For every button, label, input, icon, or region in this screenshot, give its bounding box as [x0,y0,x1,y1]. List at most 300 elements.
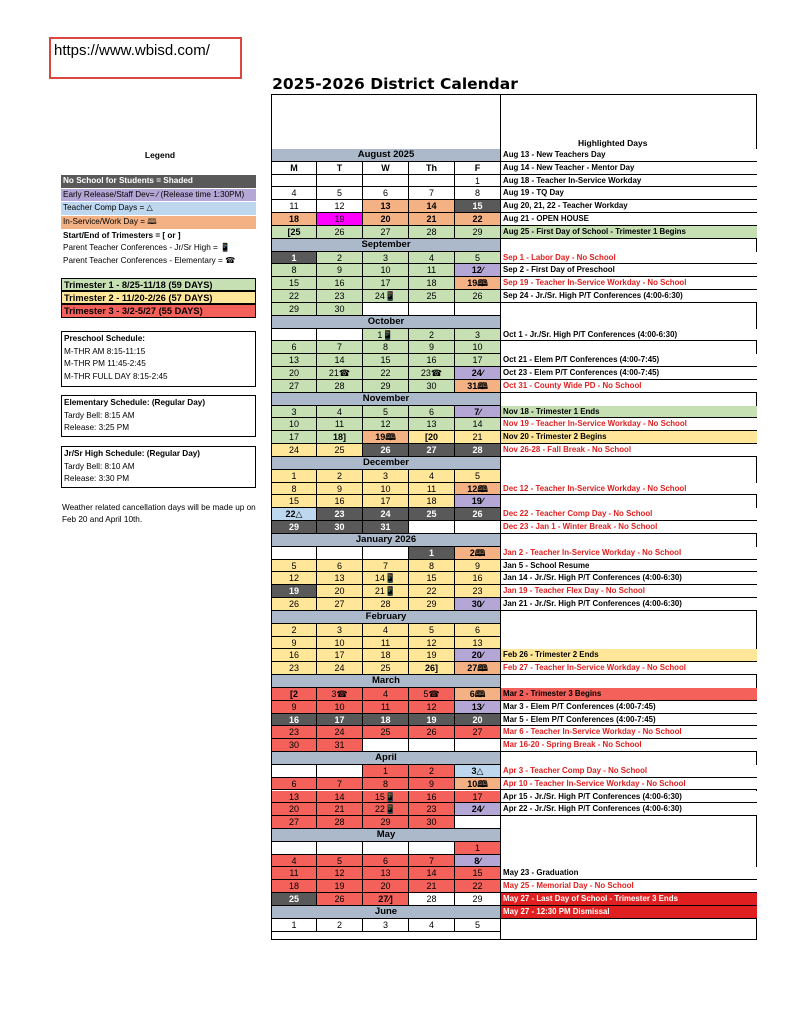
preschool-line: M-THR FULL DAY 8:15-2:45 [64,372,168,382]
calendar-day: 16 [272,649,317,662]
highlighted-day-note: May 25 - Memorial Day - No School [501,880,757,893]
calendar-day: 25 [409,508,455,521]
calendar-day: 19🕮 [363,431,409,444]
preschool-schedule [61,331,256,387]
calendar-day: 29 [363,816,409,829]
calendar-day: 1 [272,919,317,932]
legend-row: Start/End of Trimesters = [ or ] [61,230,256,243]
calendar-day: 12 [272,572,317,585]
calendar-day: 10 [363,264,409,277]
calendar-day: 24∕ [455,803,501,816]
calendar-day: 25 [409,290,455,303]
highlighted-day-note: Aug 14 - New Teacher - Mentor Day [501,162,757,175]
highlighted-day-note: Aug 19 - TQ Day [501,187,757,200]
calendar-day: 26 [409,726,455,739]
highlighted-day-note: Dec 12 - Teacher In-Service Workday - No School [501,483,757,496]
calendar-day: 7 [317,778,363,791]
highlighted-day-note: Oct 31 - County Wide PD - No School [501,380,757,393]
calendar-day: 12 [409,637,455,650]
calendar-day: 6 [363,855,409,868]
calendar-day: 18 [363,714,409,727]
weekday-header: W [363,162,409,175]
calendar-day: 29 [455,226,501,239]
calendar-day: 22 [363,367,409,380]
calendar-day: 20∕ [455,649,501,662]
calendar-day: 20 [363,880,409,893]
calendar-day: 4 [363,624,409,637]
calendar-day: 5 [455,919,501,932]
calendar-day: 1 [272,252,317,265]
jrsr-schedule [61,446,256,488]
calendar-day: 16 [317,495,363,508]
highlighted-day-note: Mar 2 - Trimester 3 Begins [501,688,757,701]
calendar-day: 11 [409,264,455,277]
calendar-day: 7∕ [455,406,501,419]
calendar-day: 27 [272,816,317,829]
calendar-day: 3 [317,624,363,637]
calendar-day: 26 [363,444,409,457]
calendar-day: 4 [272,187,317,200]
calendar-day: 10 [455,341,501,354]
calendar-day: 19 [317,213,363,226]
calendar-day: 11 [317,418,363,431]
calendar-day: 25 [272,893,317,906]
calendar-day: 23 [272,662,317,675]
calendar-day: 19 [272,585,317,598]
website-url[interactable]: https://www.wbisd.com/ [54,42,210,59]
calendar-day: 27 [363,226,409,239]
calendar-day: 17 [455,354,501,367]
calendar-day: 29 [409,598,455,611]
highlighted-day-note: Nov 18 - Trimester 1 Ends [501,406,757,419]
highlighted-day-note: Sep 24 - Jr./Sr. High P/T Conferences (4:00-6:30) [501,290,757,303]
highlighted-day-note: Nov 20 - Trimester 2 Begins [501,431,757,444]
calendar-day: 18 [409,495,455,508]
calendar-day: 15 [363,354,409,367]
calendar-day: 24 [317,726,363,739]
calendar-day [363,739,409,752]
calendar-day: 25 [363,662,409,675]
calendar-day [317,547,363,560]
calendar-day: 12 [409,701,455,714]
calendar-day [317,175,363,188]
calendar-day: 3 [455,329,501,342]
calendar-day: 7 [363,560,409,573]
calendar-day: 11 [409,483,455,496]
highlighted-day-note: Mar 5 - Elem P/T Conferences (4:00-7:45) [501,714,757,727]
calendar-day: 2 [409,765,455,778]
calendar-day: 22 [272,290,317,303]
legend-row: Parent Teacher Conferences - Elementary = ☎ [61,255,256,268]
preschool-line: M-THR PM 11:45-2:45 [64,359,146,369]
calendar-day [272,765,317,778]
highlighted-day-note: Aug 18 - Teacher In-Service Workday [501,175,757,188]
calendar-day: 14 [455,418,501,431]
calendar-day: 23 [409,803,455,816]
calendar-day: 13 [272,354,317,367]
calendar-day: 1 [272,470,317,483]
calendar-day: 22 [409,585,455,598]
calendar-day: 21 [455,431,501,444]
highlighted-day-note: Dec 23 - Jan 1 - Winter Break - No School [501,521,757,534]
weekday-header: Th [409,162,455,175]
calendar-day: 11 [272,200,317,213]
highlighted-day-note: Apr 22 - Jr./Sr. High P/T Conferences (4:00-6:30) [501,803,757,816]
highlighted-day-note: Aug 21 - OPEN HOUSE [501,213,757,226]
calendar-day: 25 [317,444,363,457]
calendar-day: 4 [272,855,317,868]
calendar-day: 20 [363,213,409,226]
highlighted-day-note: Aug 20, 21, 22 - Teacher Workday [501,200,757,213]
calendar-day: 15 [455,200,501,213]
calendar-day: 6 [409,406,455,419]
calendar-day: 13 [363,200,409,213]
calendar-day: 24📱 [363,290,409,303]
calendar-day [272,547,317,560]
calendar-day: 6 [272,778,317,791]
calendar-day: 30 [272,739,317,752]
calendar-day: 3 [272,406,317,419]
calendar-day: 3 [363,252,409,265]
calendar-day: 15 [409,572,455,585]
calendar-day: 5 [455,470,501,483]
calendar-day: 16 [409,354,455,367]
calendar-day: 17 [455,791,501,804]
weekday-header: F [455,162,501,175]
calendar-day [455,303,501,316]
calendar-day: 20 [272,367,317,380]
calendar-day: 28 [317,380,363,393]
calendar-day: 9 [272,637,317,650]
calendar-day: 30 [317,303,363,316]
calendar-day: 5 [363,406,409,419]
highlighted-day-note: Mar 3 - Elem P/T Conferences (4:00-7:45) [501,701,757,714]
calendar-day: 6 [317,560,363,573]
calendar-day [317,765,363,778]
weekday-header: T [317,162,363,175]
highlighted-day-note: Nov 19 - Teacher In-Service Workday - No School [501,418,757,431]
calendar-day: 1 [455,842,501,855]
calendar-day: 12 [363,418,409,431]
calendar-day: 18] [317,431,363,444]
calendar-day: 6 [272,341,317,354]
calendar-day: 19 [409,714,455,727]
month-header: March [272,675,500,688]
calendar-day [363,303,409,316]
calendar-day [272,329,317,342]
calendar-day: 12🕮 [455,483,501,496]
calendar-day [455,816,501,829]
calendar-day: 22△ [272,508,317,521]
calendar-day: 23 [317,290,363,303]
month-header: May [272,829,500,842]
calendar-day: 16 [455,572,501,585]
calendar-day: 26 [455,508,501,521]
highlighted-day-note: May 27 - 12:30 PM Dismissal [501,906,757,919]
calendar-day: 20 [455,714,501,727]
calendar-day: 16 [317,277,363,290]
highlighted-day-note: Oct 21 - Elem P/T Conferences (4:00-7:45) [501,354,757,367]
calendar-day: 6 [363,187,409,200]
calendar-day: 15 [272,495,317,508]
highlighted-day-note: Dec 22 - Teacher Comp Day - No School [501,508,757,521]
calendar-day: 13 [363,867,409,880]
calendar-day: 14 [409,867,455,880]
elementary-line: Tardy Bell: 8:15 AM [64,410,135,420]
calendar-day: 10 [317,701,363,714]
calendar-day: 22📱 [363,803,409,816]
calendar-day: 5 [409,624,455,637]
highlighted-day-note: Apr 10 - Teacher In-Service Workday - No School [501,778,757,791]
calendar-day: 7 [409,187,455,200]
calendar-day: 4 [317,406,363,419]
calendar-day: 28 [409,226,455,239]
calendar-day: 6🕮 [455,688,501,701]
weather-note: Weather related cancellation days will be made up on Feb 20 and April 10th. [62,503,256,524]
calendar-day: 27∕] [363,893,409,906]
calendar-day: 31 [363,521,409,534]
calendar-day: 16 [409,791,455,804]
calendar-day: 5 [317,855,363,868]
calendar-day: 31🕮 [455,380,501,393]
calendar-day: 17 [363,495,409,508]
calendar-day: [25 [272,226,317,239]
legend-row: No School for Students = Shaded [61,175,256,189]
calendar-day: 13 [409,418,455,431]
calendar-day: 11 [272,867,317,880]
calendar-day [409,175,455,188]
calendar-day: 29 [272,521,317,534]
calendar-day: 9 [272,701,317,714]
page-title: 2025-2026 District Calendar [272,75,518,93]
calendar-day: 21☎ [317,367,363,380]
calendar-day: 23☎ [409,367,455,380]
calendar-day: 17 [317,649,363,662]
highlighted-day-note: Aug 25 - First Day of School - Trimester 1 Begins [501,226,757,239]
calendar-day: 28 [409,893,455,906]
legend-row: In-Service/Work Day = 🕮 [61,216,256,230]
calendar-day: 18 [272,880,317,893]
calendar-day: 4 [409,252,455,265]
calendar-day: 21 [409,213,455,226]
calendar-day: 14📱 [363,572,409,585]
calendar-day: 13 [272,791,317,804]
calendar-day: 17 [363,277,409,290]
highlighted-day-note: May 27 - Last Day of School - Trimester 3 Ends [501,893,757,906]
calendar-day: [20 [409,431,455,444]
calendar-day: 21 [409,880,455,893]
calendar-day: 20 [272,803,317,816]
calendar-day: 18 [272,213,317,226]
calendar-day [409,303,455,316]
calendar-day: 2 [317,252,363,265]
calendar-day: 17 [317,714,363,727]
calendar-day: 7 [409,855,455,868]
calendar-day [455,739,501,752]
calendar-day: 1 [455,175,501,188]
calendar-day: 25 [363,726,409,739]
calendar-day: 2 [409,329,455,342]
calendar-day: 15 [272,277,317,290]
calendar-day: 2 [317,470,363,483]
calendar-day: 26] [409,662,455,675]
highlighted-day-note: Jan 2 - Teacher In-Service Workday - No School [501,547,757,560]
highlighted-day-note: Apr 3 - Teacher Comp Day - No School [501,765,757,778]
calendar-day: 1📱 [363,329,409,342]
calendar-day: 23 [455,585,501,598]
calendar-day: 15📱 [363,791,409,804]
calendar-day: 10🕮 [455,778,501,791]
calendar-day: 30 [409,816,455,829]
calendar-day: 31 [317,739,363,752]
calendar-day: 4 [363,688,409,701]
calendar-day: 24∕ [455,367,501,380]
preschool-line: M-THR AM 8:15-11:15 [64,346,146,356]
calendar-day: 10 [363,483,409,496]
calendar-day: 2🕮 [455,547,501,560]
calendar-day: 8 [272,483,317,496]
highlighted-day-note: Feb 27 - Teacher In-Service Workday - No School [501,662,757,675]
calendar-day: 18 [363,649,409,662]
calendar-day: 18 [409,277,455,290]
calendar-day: 10 [317,637,363,650]
calendar-day: 5 [317,187,363,200]
calendar-day: 24 [363,508,409,521]
calendar-day: 29 [363,380,409,393]
highlighted-day-note: Oct 23 - Elem P/T Conferences (4:00-7:45) [501,367,757,380]
calendar-day: 15 [455,867,501,880]
calendar-day: 23 [317,508,363,521]
calendar-day: 23 [272,726,317,739]
trimester-1: Trimester 1 - 8/25-11/18 (59 DAYS) [61,278,256,291]
calendar-day: 19 [317,880,363,893]
calendar-day: 27 [317,598,363,611]
jrsr-title: Jr/Sr High Schedule: (Regular Day) [64,449,201,458]
calendar-day: 24 [317,662,363,675]
calendar-day [409,521,455,534]
calendar-day: 4 [409,919,455,932]
calendar-day: 27 [455,726,501,739]
month-header: August 2025 [272,149,500,162]
month-header: February [272,611,500,624]
elementary-title: Elementary Schedule: (Regular Day) [64,398,206,407]
calendar-day: 8 [363,778,409,791]
calendar-day: 4 [409,470,455,483]
calendar-day: 14 [409,200,455,213]
calendar-day: 10 [272,418,317,431]
highlighted-days-heading: Highlighted Days [578,138,648,148]
preschool-title: Preschool Schedule: [64,334,145,343]
highlighted-day-note: Oct 1 - Jr./Sr. High P/T Conferences (4:00-6:30) [501,329,757,342]
month-header: September [272,239,500,252]
calendar-day: 9 [317,264,363,277]
calendar-day: 11 [363,701,409,714]
calendar-day: 27🕮 [455,662,501,675]
calendar-day: 30 [317,521,363,534]
elementary-schedule [61,395,256,437]
calendar-day [272,175,317,188]
calendar-day: 16 [272,714,317,727]
highlighted-day-note: Jan 19 - Teacher Flex Day - No School [501,585,757,598]
elementary-line: Release: 3:25 PM [64,423,130,433]
month-header: June [272,906,500,919]
calendar-day: 22 [455,880,501,893]
calendar-day: 12 [317,867,363,880]
calendar-day: [2 [272,688,317,701]
calendar-day: 8∕ [455,855,501,868]
calendar-day: 9 [455,560,501,573]
calendar-day: 2 [317,919,363,932]
calendar-day: 26 [317,893,363,906]
calendar-day: 2 [272,624,317,637]
calendar-day: 17 [272,431,317,444]
calendar-day: 6 [455,624,501,637]
calendar-day: 7 [317,341,363,354]
calendar-day: 22 [455,213,501,226]
month-header: October [272,316,500,329]
highlighted-day-note: Jan 21 - Jr./Sr. High P/T Conferences (4:00-6:30) [501,598,757,611]
calendar-day: 28 [363,598,409,611]
trimester-2: Trimester 2 - 11/20-2/26 (57 DAYS) [61,291,256,304]
calendar-day: 28 [317,816,363,829]
legend-row: Parent Teacher Conferences - Jr/Sr High = 📱 [61,242,256,255]
calendar-day: 9 [409,778,455,791]
calendar-day [409,842,455,855]
calendar-day: 27 [409,444,455,457]
jrsr-line: Release: 3:30 PM [64,474,130,484]
calendar-day: 28 [455,444,501,457]
calendar-day [363,175,409,188]
highlighted-day-note: Mar 6 - Teacher In-Service Workday - No School [501,726,757,739]
calendar-day [272,842,317,855]
highlighted-day-note: Nov 26-28 - Fall Break - No School [501,444,757,457]
calendar-day: 8 [272,264,317,277]
legend-row: Early Release/Staff Dev= ∕ (Release time 1:30PM) [61,189,256,203]
highlighted-day-note: Jan 5 - School Resume [501,560,757,573]
calendar-day: 26 [455,290,501,303]
month-header: January 2026 [272,534,500,547]
month-header: November [272,393,500,406]
calendar-day: 12 [317,200,363,213]
highlighted-day-note: Mar 16-20 - Spring Break - No School [501,739,757,752]
calendar-day: 3☎ [317,688,363,701]
calendar-day: 9 [317,483,363,496]
url-box[interactable] [49,37,242,79]
calendar-day: 29 [272,303,317,316]
calendar-day: 3 [363,919,409,932]
highlighted-day-note: Feb 26 - Trimester 2 Ends [501,649,757,662]
calendar-day: 3 [363,470,409,483]
calendar-day: 1 [363,765,409,778]
calendar-day: 29 [455,893,501,906]
calendar-day [409,739,455,752]
calendar-day: 1 [409,547,455,560]
calendar-day: 26 [272,598,317,611]
highlighted-day-note: Sep 1 - Labor Day - No School [501,252,757,265]
calendar-day: 26 [317,226,363,239]
highlighted-day-note: Jan 14 - Jr./Sr. High P/T Conferences (4:00-6:30) [501,572,757,585]
calendar-day: 9 [409,341,455,354]
calendar-day: 19 [409,649,455,662]
calendar-day: 8 [455,187,501,200]
calendar-day: 19🕮 [455,277,501,290]
calendar-day: 19∕ [455,495,501,508]
highlighted-day-note: Sep 19 - Teacher In-Service Workday - No School [501,277,757,290]
calendar-day: 14 [317,354,363,367]
calendar-day: 14 [317,791,363,804]
highlighted-day-note: Apr 15 - Jr./Sr. High P/T Conferences (4:00-6:30) [501,791,757,804]
highlighted-day-note: Sep 2 - First Day of Preschool [501,264,757,277]
